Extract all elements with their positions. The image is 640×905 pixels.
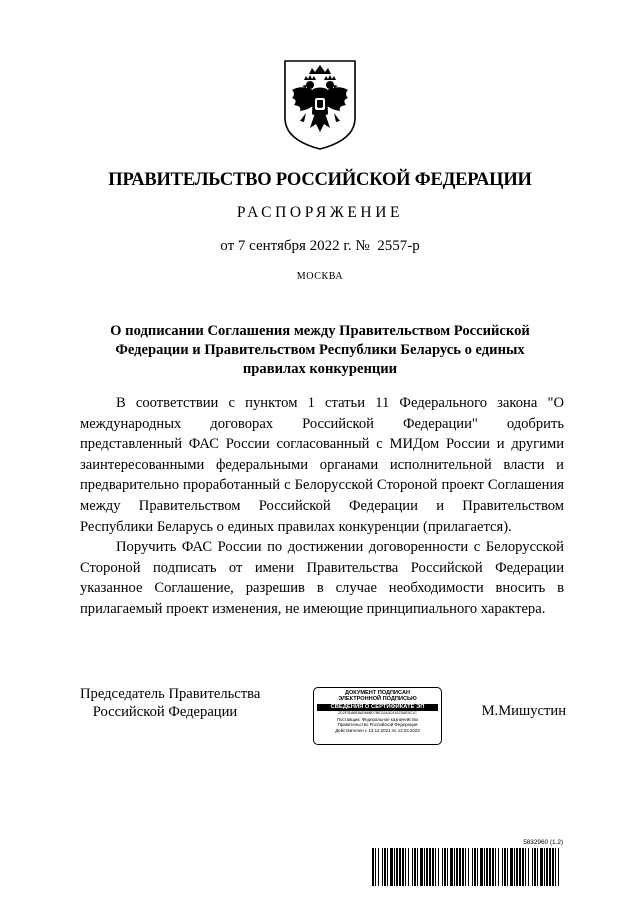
subject-line: Федерации и Правительством Республики Беларусь о единых — [115, 342, 525, 358]
document-subject — [92, 322, 548, 379]
signer-name: М.Мишустин — [481, 703, 566, 719]
stamp-owner: Правительство Российской Федерации — [337, 722, 418, 728]
order-number: 2557-р — [377, 238, 420, 254]
stamp-serial: 2D2F3D86E8AD66BD7BEC0A3C91A7D8E5C1C — [338, 711, 417, 716]
stamp-certificate-bar: СВЕДЕНИЯ О СЕРТИФИКАТЕ ЭП — [317, 704, 438, 712]
body-paragraph: В соответствии с пунктом 1 статьи 11 Федерального закона "О международных договорах Российской Федерации" одобрить представленный ФАС России согласованный с МИДом России и другими заинтересованными федеральными органами исполнительной власти и предварительно проработанный с Белорусской Стороной проект Соглашения между Правительством Российской Федерации и Правительством Республики Беларусь о единых правилах конкуренции (прилагается). — [80, 395, 564, 535]
electronic-signature-stamp — [313, 687, 442, 745]
stamp-provider: Поставщик: Федеральное казначейство — [336, 717, 419, 722]
signer-title — [80, 685, 261, 721]
signer-title-line: Председатель Правительства — [80, 686, 261, 702]
subject-line: О подписании Соглашения между Правительством Российской — [110, 323, 530, 339]
document-body — [80, 393, 564, 620]
signer-title-line: Российской Федерации — [92, 704, 238, 720]
stamp-validity: Действителен с 13.12.2021 по 13.03.2023 — [335, 727, 420, 733]
stamp-line: ДОКУМЕНТ ПОДПИСАН — [344, 690, 411, 696]
number-sign: № — [355, 238, 370, 254]
order-date: от 7 сентября 2022 г. — [220, 238, 352, 254]
coat-of-arms-emblem-icon — [282, 58, 358, 152]
body-paragraph: Поручить ФАС России по достижении договоренности с Белорусской Стороной подписать от имени Правительства Российской Федерации указанное Соглашение, разрешив в случае необходимости вносить в прилагаемый проект изменения, не имеющие принципиального характера. — [80, 539, 564, 617]
barcode-icon — [372, 848, 564, 886]
city: МОСКВА — [296, 271, 344, 282]
order-type: РАСПОРЯЖЕНИЕ — [236, 204, 404, 221]
stamp-line: ЭЛЕКТРОННОЙ ПОДПИСЬЮ — [338, 696, 417, 703]
subject-line: правилах конкуренции — [242, 361, 398, 377]
government-title: ПРАВИТЕЛЬСТВО РОССИЙСКОЙ ФЕДЕРАЦИИ — [108, 170, 532, 190]
document-id: 5832960 (1.2) — [523, 839, 563, 846]
order-date-number — [0, 238, 640, 255]
